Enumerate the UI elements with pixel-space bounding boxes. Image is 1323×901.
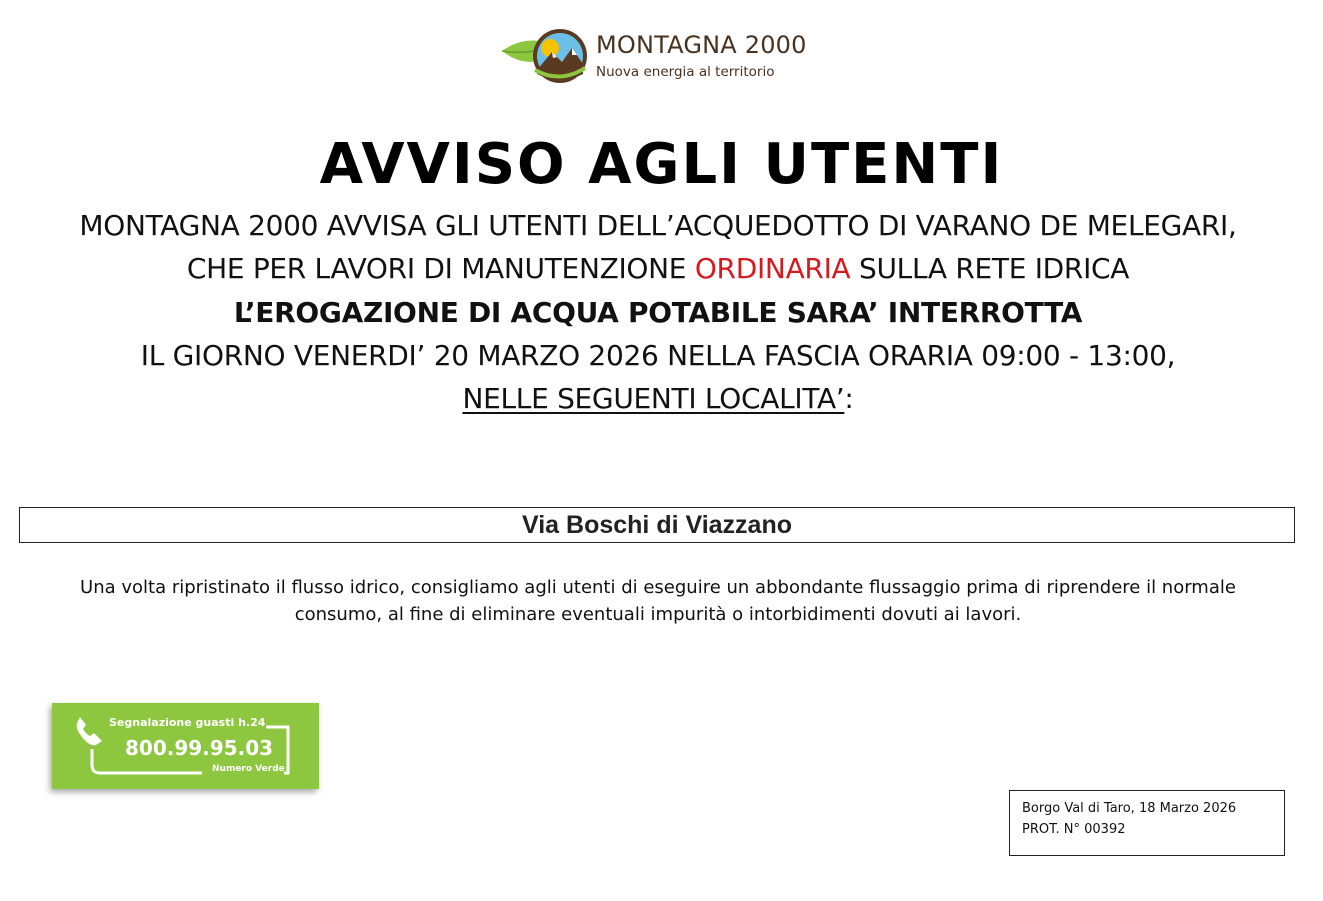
locations-colon: : <box>844 382 854 415</box>
locations-heading: NELLE SEGUENTI LOCALITA’ <box>462 382 845 415</box>
place-date: Borgo Val di Taro, 18 Marzo 2026 <box>1022 801 1237 816</box>
ordinaria-highlight: ORDINARIA <box>694 252 851 285</box>
notice-line-1: MONTAGNA 2000 AVVISA GLI UTENTI DELL’ACQUEDOTTO DI VARANO DE MELEGARI, <box>79 209 1237 242</box>
logo-title: MONTAGNA 2000 <box>596 31 807 59</box>
logo-subtitle: Nuova energia al territorio <box>596 64 775 80</box>
notice-line-3-bold: L’EROGAZIONE DI ACQUA POTABILE SARA’ INTERROTTA <box>233 296 1083 329</box>
location-box: Via Boschi di Viazzano <box>19 507 1295 543</box>
notice-title: AVVISO AGLI UTENTI <box>319 132 1004 197</box>
hotline-number: 800.99.95.03 <box>125 736 274 760</box>
date-protocol-box <box>1009 790 1285 856</box>
hotline-caption: Numero Verde <box>212 764 285 774</box>
advice-line-1: Una volta ripristinato il flusso idrico, consigliamo agli utenti di eseguire un abbondante flussaggio prima di riprendere il normale <box>80 577 1236 598</box>
hotline-badge <box>52 703 319 789</box>
leaf-mountain-logo-icon <box>500 24 592 88</box>
notice-line-5 <box>0 382 1316 415</box>
notice-line-4-date: IL GIORNO VENERDI’ 20 MARZO 2026 NELLA FASCIA ORARIA 09:00 - 13:00, <box>140 339 1176 372</box>
company-logo <box>500 24 830 88</box>
hotline-label: Segnalazione guasti h.24 <box>109 716 266 729</box>
notice-line-2 <box>0 252 1316 285</box>
notice-line-2-post: SULLA RETE IDRICA <box>850 252 1130 285</box>
advice-line-2: consumo, al fine di eliminare eventuali impurità o intorbidimenti dovuti ai lavori. <box>294 604 1022 625</box>
notice-line-2-pre: CHE PER LAVORI DI MANUTENZIONE <box>186 252 695 285</box>
advice-paragraph <box>60 574 1256 628</box>
protocol-number: PROT. N° 00392 <box>1022 822 1126 837</box>
